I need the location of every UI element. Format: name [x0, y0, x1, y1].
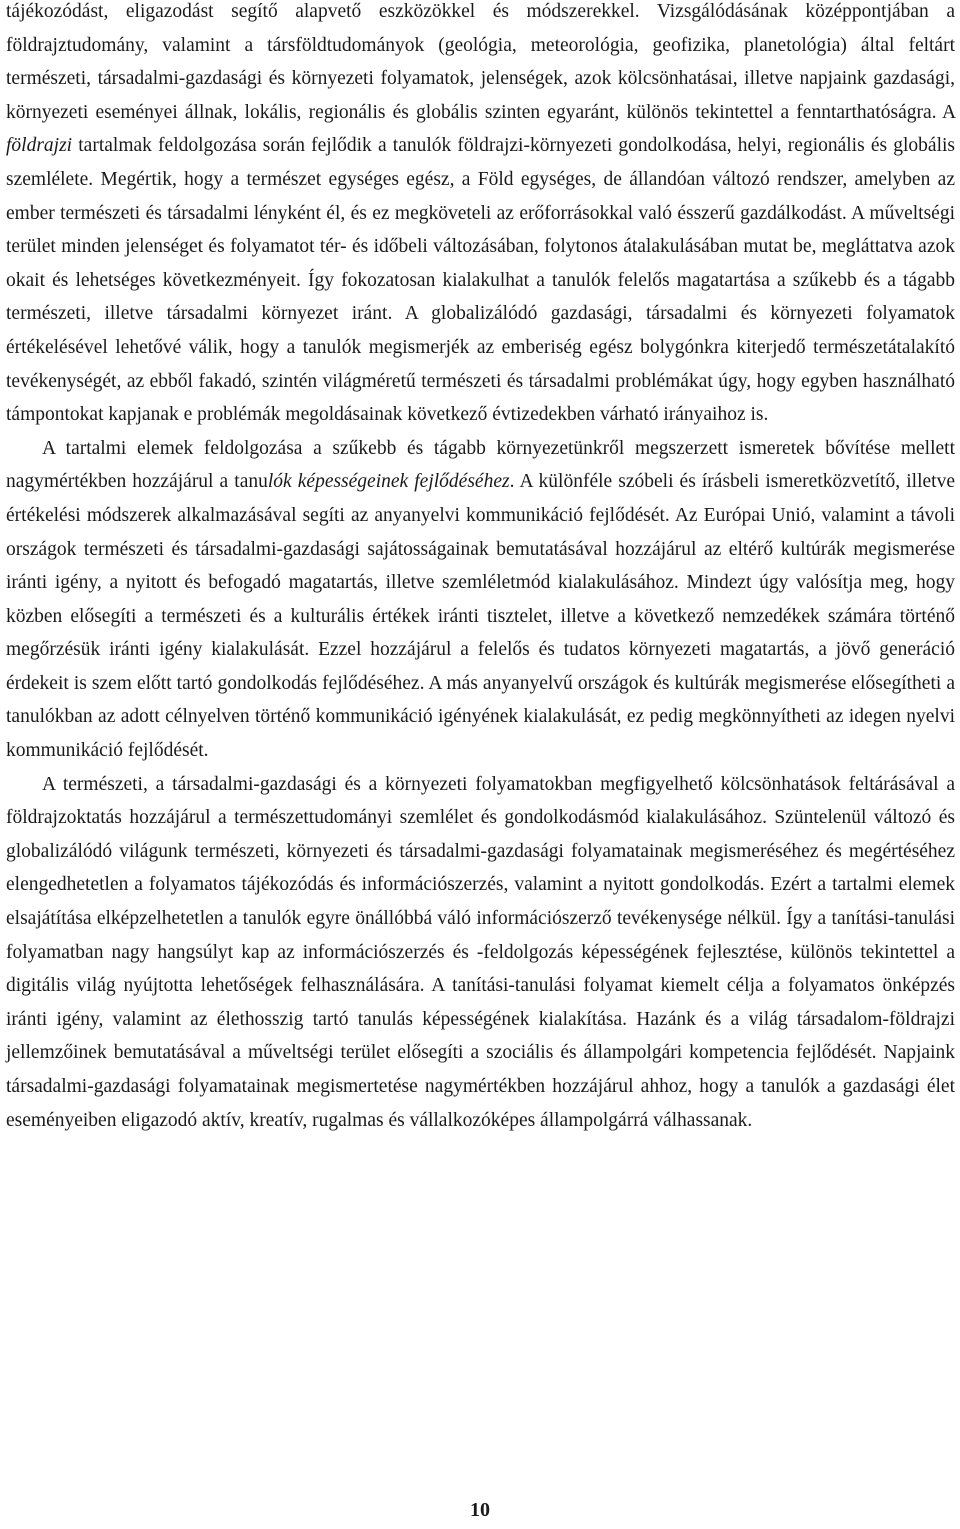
paragraph-3-text: A természeti, a társadalmi-gazdasági és a környezeti folyamatokban megfigyelhető kölcsönhatások feltárásával a földrajzoktatás hozzájárul a természettudományi szemlélet és gondolkodásmód kialakulásához. Szüntelenül változó és globalizálódó világunk természeti, környezeti és társadalmi-gazdasági folyamatainak megismeréséhez és megértéséhez elengedhetetlen a folyamatos tájékozódás és információszerzés, valamint a nyitott gondolkodás. Ezért a tartalmi elemek elsajátítása elképzelhetetlen a tanulók egyre önállóbbá váló információszerző tevékenysége nélkül. Így a tanítási-tanulási folyamatban nagy hangsúlyt kap az információszerzés és -feldolgozás képességének fejlesztése, különös tekintettel a digitális világ nyújtotta lehetőségek felhasználására. A tanítási-tanulási folyamat kiemelt célja a folyamatos önképzés iránti igény, valamint az élethosszig tartó tanulás képességének kialakítása. Hazánk és a világ társadalom-földrajzi jellemzőinek bemutatásával a műveltségi terület elősegíti a szociális és állampolgári kompetencia fejlődését. Napjaink társadalmi-gazdasági folyamatainak megismertetése nagymértékben hozzájárul ahhoz, hogy a tanulók a gazdasági élet eseményeiben eligazodó aktív, kreatív, rugalmas és vállalkozóképes állampolgárrá válhassanak. [6, 773, 955, 1131]
paragraph-1-text-c: tartalmak feldolgozása során fejlődik a tanulók földrajzi-környezeti gondolkodása, helyi, regionális és globális szemlélete. Megértik, hogy a természet egységes egész, a Föld egységes, de állandóan változó rendszer, amelyben az ember természeti és társadalmi lényként él, és ez megköveteli az erőforrásokkal való ésszerű gazdálkodást. A műveltségi terület minden jelenséget és folyamatot tér- és időbeli változásában, folytonos átalakulásában mutat be, megláttatva azok okait és lehetséges következményeit. Így fokozatosan kialakulhat a tanulók felelős magatartása a szűkebb és a tágabb természeti, illetve társadalmi környezet iránt. A globalizálódó gazdasági, társadalmi és környezeti folyamatok értékelésével lehetővé válik, hogy a tanulók megismerjék az emberiség egész bolygónkra kiterjedő természetátalakító tevékenységét, az ebből fakadó, szintén világméretű természeti és társadalmi problémákat úgy, hogy egyben használható támpontokat kapjanak e problémák megoldásainak következő évtizedekben várható irányaihoz is. [6, 135, 955, 426]
paragraph-1 [6, 0, 955, 432]
body-text [6, 0, 955, 1137]
italic-term-foldrajzi: földrajzi [6, 135, 73, 157]
italic-phrase-kepessegek: lók képességeinek fejlődéséhez [267, 471, 510, 493]
paragraph-2 [6, 432, 955, 768]
paragraph-2-text-a: A tartalmi elemek feldolgozása a szűkebb és tágabb környezetünkről megszerzett ismeretek bővítése mellett nagymértékben hozzájárul a tanu [6, 437, 955, 493]
paragraph-2-text-b: . A különféle szóbeli és írásbeli ismeretközvetítő, illetve értékelési módszerek alkalmazásával segíti az anyanyelvi kommunikáció fejlődését. Az Európai Unió, valamint a távoli országok természeti és társadalmi-gazdasági sajátosságainak bemutatásával hozzájárul az eltérő kultúrák megismerése iránti igény, a nyitott és befogadó magatartás, illetve szemléletmód kialakulásához. Mindezt úgy valósítja meg, hogy közben elősegíti a természeti és a kulturális értékek iránti tisztelet, illetve a következő nemzedékek számára történő megőrzésük iránti igény kialakulását. Ezzel hozzájárul a felelős és tudatos környezeti magatartás, a jövő generáció érdekeit is szem előtt tartó gondolkodás fejlődéséhez. A más anyanyelvű országok és kultúrák megismerése elősegítheti a tanulókban az adott célnyelven történő kommunikáció igényének kialakulását, ez pedig megkönnyítheti az idegen nyelvi kommunikáció fejlődését. [6, 471, 955, 762]
paragraph-3 [6, 768, 955, 1138]
paragraph-1-text-b: A [941, 101, 955, 123]
page-number: 10 [470, 1499, 490, 1521]
paragraph-1-text-a: tájékozódást, eligazodást segítő alapvető eszközökkel és módszerekkel. Vizsgálódásának középpontjában a földrajztudomány, valamint a társföldtudományok (geológia, meteorológia, geofizika, planetológia) által feltárt természeti, társadalmi-gazdasági és környezeti folyamatok, jelenségek, azok kölcsönhatásai, illetve napjaink gazdasági, környezeti eseményei állnak, lokális, regionális és globális szinten egyaránt, különös tekintettel a fenntarthatóságra. [6, 1, 955, 123]
